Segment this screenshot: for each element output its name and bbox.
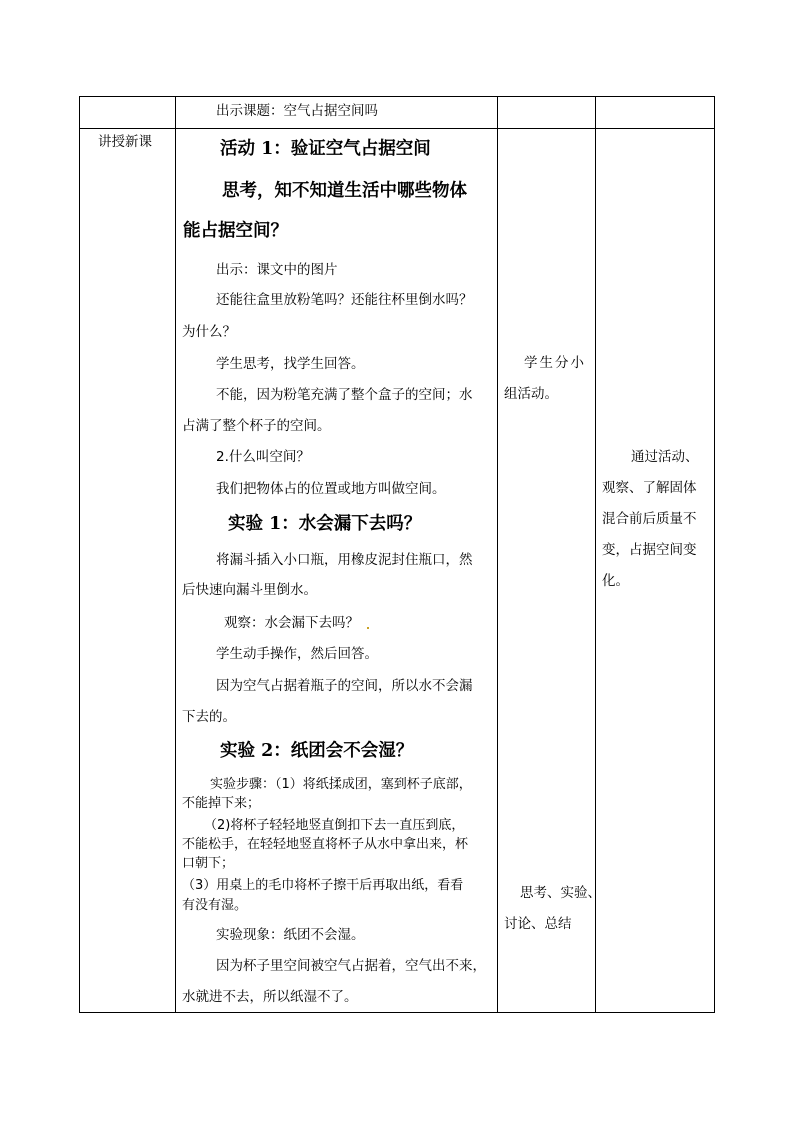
- table-border-left: [79, 96, 80, 1013]
- experiment1-observe: 观察：水会漏下去吗？: [224, 615, 359, 631]
- experiment2-step1-line1: 实验步骤：（1）将纸揉成团，塞到杯子底部，: [210, 777, 472, 792]
- activity-title: 活动 1：验证空气占据空间: [220, 139, 431, 159]
- experiment2-phenomenon: 实验现象：纸团不会湿。: [216, 927, 365, 943]
- question2-text: 2.什么叫空间？: [216, 449, 310, 465]
- purpose-line4: 变，占据空间变: [602, 542, 697, 558]
- question1-line2: 为什么？: [182, 324, 236, 340]
- experiment1-line1: 将漏斗插入小口瓶，用橡皮泥封住瓶口，然: [216, 552, 473, 568]
- purpose-line1: 通过活动、: [631, 449, 699, 465]
- purpose-line5: 化。: [602, 573, 629, 589]
- table-col-divider-1: [175, 96, 176, 1013]
- think-question-line1: 思考，知不知道生活中哪些物体: [222, 181, 467, 201]
- student-think-text: 学生思考，找学生回答。: [216, 356, 365, 372]
- experiment2-step3-line1: （3）用桌上的毛巾将杯子擦干后再取出纸，看看: [182, 878, 464, 893]
- experiment2-step2-line3: 口朝下；: [182, 856, 235, 871]
- section-label: 讲授新课: [98, 134, 152, 150]
- experiment2-step3-line2: 有没有湿。: [182, 898, 248, 913]
- experiment1-reason-line2: 下去的。: [182, 709, 236, 725]
- experiment2-reason-line1: 因为杯子里空间被空气占据着，空气出不来，: [216, 958, 486, 974]
- experiment1-student: 学生动手操作，然后回答。: [216, 646, 378, 662]
- experiment1-reason-line1: 因为空气占据着瓶子的空间，所以水不会漏: [216, 678, 473, 694]
- student-activity-2-line2: 讨论、总结: [504, 916, 572, 932]
- table-col-divider-2: [497, 96, 498, 1013]
- experiment2-reason-line2: 水就进不去，所以纸湿不了。: [182, 989, 358, 1005]
- answer-line2: 占满了整个杯子的空间。: [182, 418, 331, 434]
- experiment2-step2-line2: 不能松手，在轻轻地竖直将杯子从水中拿出来，杯: [182, 837, 469, 852]
- topic-text: 出示课题：空气占据空间吗: [216, 103, 378, 119]
- experiment2-step2-line1: （2)将杯子轻轻地竖直倒扣下去一直压到底，: [204, 818, 465, 833]
- question1-line1: 还能往盒里放粉笔吗？还能往杯里倒水吗？: [216, 292, 473, 308]
- experiment1-line2: 后快速向漏斗里倒水。: [182, 582, 317, 598]
- purpose-line2: 观察、了解固体: [602, 480, 697, 496]
- text-mark: [367, 627, 369, 629]
- show-picture-text: 出示：课文中的图片: [216, 262, 338, 278]
- student-activity-1-line2: 组活动。: [504, 386, 558, 402]
- table-col-divider-3: [595, 96, 596, 1013]
- student-activity-2-line1: 思考、实验、: [520, 885, 601, 901]
- table-border-right: [714, 96, 715, 1013]
- question2-answer: 我们把物体占的位置或地方叫做空间。: [216, 481, 446, 497]
- purpose-line3: 混合前后质量不: [602, 511, 697, 527]
- experiment1-title: 实验 1：水会漏下去吗？: [228, 514, 422, 534]
- answer-line1: 不能，因为粉笔充满了整个盒子的空间；水: [216, 387, 473, 403]
- experiment2-title: 实验 2：纸团会不会湿？: [220, 741, 414, 761]
- experiment2-step1-line2: 不能掉下来；: [182, 796, 261, 811]
- think-question-line2: 能占据空间？: [183, 221, 288, 241]
- student-activity-1-line1: 学生分小: [524, 355, 586, 371]
